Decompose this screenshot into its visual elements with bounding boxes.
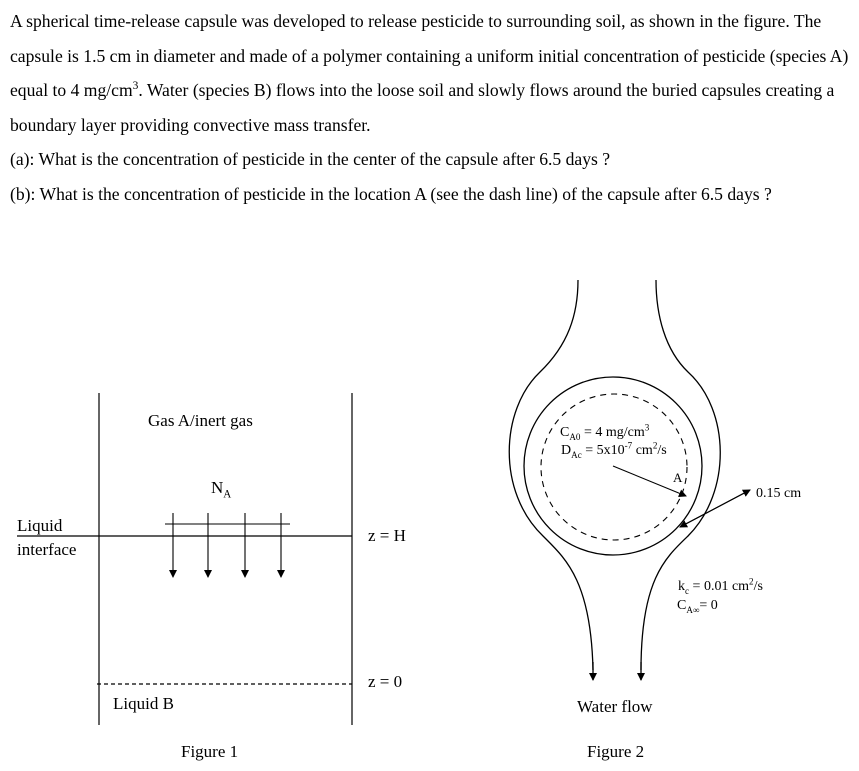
c-a0-value: = 4 mg/cm (580, 425, 645, 440)
c-a0-exp: 3 (644, 422, 650, 433)
liquid-interface-line2: interface (17, 540, 77, 559)
water-flow-label: Water flow (577, 697, 653, 716)
boundary-layer-left (509, 280, 593, 670)
initial-concentration-label (560, 423, 649, 443)
point-a-label: A (673, 470, 683, 485)
intro-exponent: 3 (132, 80, 139, 93)
d-ac-unit: cm (632, 443, 653, 458)
z-top-label: z = H (368, 526, 406, 545)
mass-transfer-coefficient-label (678, 577, 763, 597)
kc-symbol: k (678, 579, 685, 594)
figure2-caption: Figure 2 (587, 742, 645, 761)
figures (0, 270, 859, 771)
gas-label: Gas A/inert gas (148, 411, 253, 430)
cinf-value: = 0 (699, 598, 718, 613)
intro-text-2: . Water (species B) flows into the loose soil and slowly flows around the buried capsules creating a boundary layer providing convective mass transfer. (10, 80, 835, 135)
cinf-sub: A∞ (686, 604, 700, 615)
thickness-label: 0.15 cm (756, 486, 802, 501)
problem-statement (10, 4, 855, 211)
cinf-symbol: C (677, 598, 687, 613)
d-ac-unit-exp: 2 (652, 440, 658, 451)
d-ac-value: = 5x10 (581, 443, 625, 458)
flux-label (211, 478, 232, 501)
question-b: (b): What is the concentration of pesticide in the location A (see the dash line) of the capsule after 6.5 days ? (10, 183, 772, 204)
liquid-interface-label (17, 514, 76, 562)
figure2-drawing (509, 280, 750, 680)
d-ac-unit-end: /s (657, 443, 667, 458)
flux-symbol: N (211, 478, 224, 497)
kc-sub: c (685, 585, 690, 596)
d-ac-symbol: D (561, 443, 572, 458)
d-ac-exp: -7 (624, 440, 633, 451)
c-a0-sub: A0 (569, 431, 581, 442)
c-a0-symbol: C (560, 425, 570, 440)
kc-exp: 2 (749, 576, 754, 587)
flux-arrows (165, 513, 290, 577)
d-ac-sub: Ac (571, 449, 582, 460)
free-stream-concentration-label (677, 596, 718, 616)
question-a: (a): What is the concentration of pesticide in the center of the capsule after 6.5 days ? (10, 149, 611, 169)
kc-end: /s (753, 579, 763, 594)
flux-subscript: A (223, 488, 232, 501)
intro-text-1: A spherical time-release capsule was developed to release pesticide to surrounding soil, as shown in the figure. The capsule is 1.5 cm in diameter and made of a polymer containing a uniform initial concentration of pesticide (species A) equal to 4 mg/cm (10, 11, 849, 100)
kc-value: = 0.01 cm (689, 579, 750, 594)
z-bottom-label: z = 0 (368, 672, 403, 691)
liquid-b-label: Liquid B (113, 694, 174, 713)
diffusivity-label (561, 441, 667, 461)
figure1-caption: Figure 1 (181, 742, 239, 761)
problem-intro (10, 4, 855, 142)
liquid-interface-line1: Liquid (17, 516, 63, 535)
